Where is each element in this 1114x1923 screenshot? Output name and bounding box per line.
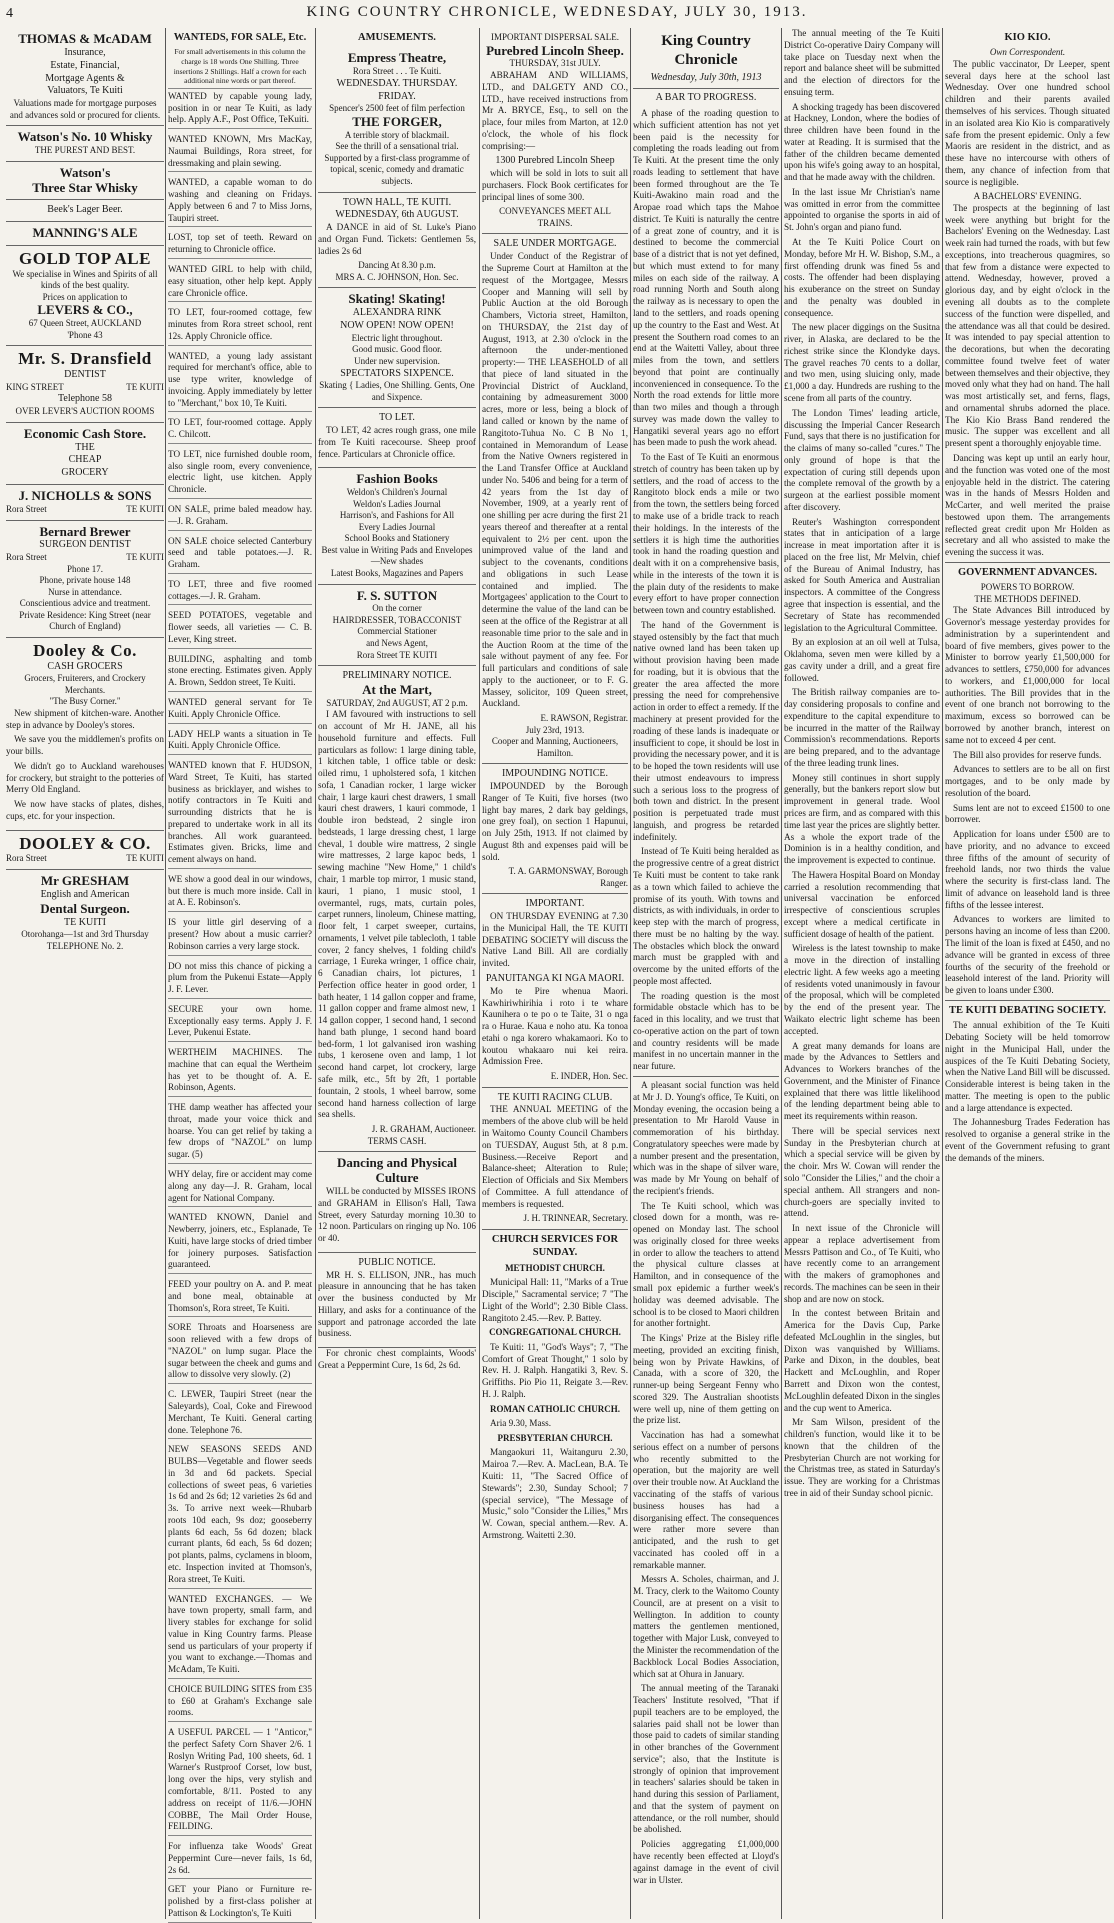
article-paragraph: In the last issue Mr Christian's name was omitted in error from the committee appointed to organise the sports in aid of St. John's organ and piano fund.	[784, 186, 940, 233]
ad-line: 1300 Purebred Lincoln Sheep	[495, 155, 615, 167]
ad-line: J. R. GRAHAM, Auctioneer.	[371, 1124, 476, 1135]
page-number: 4	[6, 6, 13, 21]
ad-line: E. RAWSON, Registrar.	[540, 713, 628, 724]
ad-heading: Purebred Lincoln Sheep.	[486, 42, 624, 58]
mart-sale-ad	[318, 666, 476, 1152]
church-name: ROMAN CATHOLIC CHURCH.	[489, 1403, 621, 1414]
ad-line: TE KUITI	[64, 916, 106, 928]
ad-heading: GOLD TOP ALE	[19, 249, 151, 269]
article-paragraph: Messrs A. Scholes, chairman, and J. M. Tracy, clerk to the Waitomo County Council, are at present on a visit to Wellington. In addition to county matters the gentlemen mentioned, together with Major Lusk, conveyed to the Minister the recommendation of the Backblock Local Bodies Association, which sat at Ohura in January.	[633, 1574, 779, 1679]
article-paragraph: The Johannesburg Trades Federation has resolved to organise a general strike in the event of the Government refusing to grant the demands of the miners.	[945, 1117, 1110, 1163]
article-paragraph: The new placer diggings on the Susitna river, in Alaska, are declared to be the richest strike since the Klondyke days. The gravel reaches 70 cents to a dollar, and two men, using sluicing only, made £1,000 a day. Hundreds are rushing to the scene from all parts of the country.	[784, 322, 940, 403]
classified-item: SORE Throats and Hoarseness are soon relieved with a few drops of "NAZOL" on lump sugar. Place the sugar between the cheek and gums and allow to dissolve very slowly. (2)	[168, 1320, 312, 1384]
article-paragraph: Mr Sam Wilson, president of the children's function, would like it to be known that the children of the Presbyterian Church are not working for the Christmas tree, as stated in Saturday's issue. They are working for a Christmas tree in aid of their Sunday school picnic.	[784, 1417, 940, 1498]
ad-line: Beek's Lager Beer.	[47, 204, 123, 216]
classified-item: C. LEWER, Taupiri Street (near the Saleyards), Coal, Coke and Firewood Merchant, Te Kuiti. General carting done. Telephone 76.	[168, 1387, 312, 1439]
section-heading: WANTEDS, FOR SALE, Etc.	[173, 32, 307, 43]
article-paragraph: Policies aggregating £1,000,000 have recently been effected at Lloyd's against damage in the event of civil war in Ulster.	[633, 1839, 779, 1885]
subheading: A BACHELORS' EVENING.	[973, 191, 1082, 202]
article-paragraph: The public vaccinator, Dr Leeper, spent several days here at the school last Wednesday. Over one hundred school children and their parents availed themselves of his services. Though situated in an isolated area Kio Kio is comparatively safe from the present epidemic. Only a few Maoris are resident in the district, and as these have no intercourse with others of them, any chance of infection from that source is negligible.	[945, 58, 1110, 187]
article-paragraph: The annual exhibition of the Te Kuiti Debating Society will be held tomorrow night in the Municipal Hall, under the auspices of the Te Kuiti Debating Society, when the Native Land Bill will be discussed. Considerable interest is being taken in the matter. The meeting is open to the public and a large attendance is expected.	[945, 1020, 1110, 1113]
article-paragraph: Money still continues in short supply generally, but the bankers report slow but improvement in general trade. Wool prices are firm, and as compared with this time last year the prices are slightly better. As a whole the export trade of the Dominion is in a healthy condition, and the improvement is expected to continue.	[784, 772, 940, 866]
ad-line: WEDNESDAY. THURSDAY. FRIDAY.	[336, 77, 458, 102]
church-paragraph: Mangaokuri 11, Waitanguru 2.30, Mairoa 7.—Rev. A. MacLean, B.A. Te Kuiti: 11, "The Sacred Office of Stewards"; 2.30, Sunday School; 7 (special service), "The Message of Music," solo "Consider the Lilies," Mrs W. Cowan, special anthem.—Rev. A. Armstrong. Waitetti 2.30.	[482, 1447, 628, 1540]
ad-line: Valuations made for mortgage purposes and advances sold or procured for clients.	[9, 98, 161, 120]
article-paragraph: In the contest between Britain and America for the Davis Cup, Parke defeated McLoughlin in the singles, but Dixon was vanquished by Williams. Parke and Dixon, in the doubles, beat Hackett and McLoughlin, and Roper Barrett and Dixon won the contest, McLoughlin defeated Dixon in the singles and the cup went to America.	[784, 1308, 940, 1413]
ad-line: CASH GROCERS	[47, 660, 123, 672]
divider	[945, 1000, 1110, 1001]
ad-line: Valuators, Te Kuiti	[47, 85, 123, 97]
ad-line: Prices on application to	[42, 291, 128, 302]
classified-item: WANTED known that F. HUDSON, Ward Street, Te Kuiti, has started business as bricklayer, and wishes to notify contractors in Te Kuiti and surrounding districts that he is prepared to undertake work in all its branches. All work guaranteed. Estimates given. Bricks, lime and cement always on hand.	[168, 758, 312, 869]
ad-line: Nurse in attendance.	[48, 586, 122, 597]
article-paragraph: Dancing was kept up until an early hour, and the function was voted one of the most enjoyable held in the district. The catering was in the hands of Messrs Holden and McCarter, and well merited the praise bestowed upon them. The arrangements reflected great credit upon Mr Holden as secretary and all who assisted to make the evening the success it was.	[945, 452, 1110, 558]
article-paragraph: To the East of Te Kuiti an enormous stretch of country has been taken up by settlers, and the road of access to the Rangitoto block ends a mile or two from the town, the settlers being forced to make use of a bridle track to reach their holdings. In the interests of the settlers it is high time the authorities took in hand the roading question and dealt with it on a comprehensive basis, while in the interests of the town it is the plain duty of the residents to make every effort to have proper connection between town and country established.	[633, 452, 779, 616]
ad-line: TELEPHONE No. 2.	[46, 940, 124, 951]
ad-line: Otorohanga—1st and 3rd Thursday	[21, 929, 149, 940]
article-paragraph: The British railway companies are to-day considering proposals to confine and expenditure to the capital expenditure to be incurred in the matter of the Railway Commission's recommendations. Reports are being prepared, and to the advantage of the three leading trunk lines.	[784, 687, 940, 768]
classified-item: LADY HELP wants a situation in Te Kuiti. Apply Chronicle Office.	[168, 727, 312, 756]
ad-address-row	[6, 504, 164, 516]
ad-paragraph: We now have stacks of plates, dishes, cups, etc. for your inspection.	[6, 799, 164, 822]
column-rule	[942, 28, 943, 1919]
article-paragraph: The State Advances Bill introduced by Governor's message yesterday provides for administration by a superintendent and board of five members, gives power to the Minister to borrow yearly £1,500,000 for advances to settlers, £750,000 for advances to workers, and £1,000,000 for local authorities. The Bill provides that in the event of one branch not borrowing to the maximum, excess so borrowed can be borrowed by another branch, interest on same not to exceed 4 per cent.	[945, 605, 1110, 745]
classified-item: IS your little girl deserving of a present? How about a music carrier? Robinson carries a very large stock.	[168, 915, 312, 955]
article-paragraph: The annual meeting of the Taranaki Teachers' Institute resolved, "That if pupil teachers are to be employed, the salaries paid shall not be lower than those paid to cadets of similar standing in other branches of the Government service"; also, that the Institute is strongly of opinion that improvement in teachers' salaries should be taken in hand during this session of Parliament, and that the system of payment on attendance, or the roll number, should be abolished.	[633, 1683, 779, 1835]
article-paragraph: Instead of Te Kuiti being heralded as the progressive centre of a great district Te Kuiti must be content to take rank as a town which failed to achieve the promise of its youth. With towns and districts, as with individuals, in order to keep step with the march of progress, there must be no halting by the way. The obstacles which block the onward march must be grappled with and overcome by the united efforts of the people most affected.	[633, 846, 779, 986]
ad-line: Rora Street	[6, 853, 47, 864]
classified-item: SECURE your own home. Exceptionally easy terms. Apply J. F. Lever, Pukenui Estate.	[168, 1002, 312, 1042]
section-heading: GOVERNMENT ADVANCES.	[957, 566, 1098, 578]
skating-rink-ad	[318, 288, 476, 408]
ad-paragraph: I AM favoured with instructions to sell on account of Mr H. JANE, all his household furniture and effects. Full particulars as follow: 1 large dining table, 1 kitchen table, 1 office table or desk: oiled rimu, 1 upholstered sofa, 1 kitchen sofa, 1 Canadian rocker, 1 large wicker chair, 1 large kauri chest drawers, 1 small kauri chest drawers, 1 kauri commode, 1 double iron bedstead, 2 single iron bedsteads, 1 large dressing chest, 1 large cheval, 1 double wire mattress, 2 single wire mattresses, 2 large kapoc beds, 1 sewing machine "New Home," 1 child's chair, 1 marble top mirror, 1 music stand, kauri, 1 piano, 1 music stool, 1 overmantel, rugs, mats, curtain poles, carpet runners, linoleum, Chinese matting, floor felt, 1 carpet sweeper, curtains, ornaments, 1 velvet pile tablecloth, 1 table cover, 2 fancy shelves, 1 folding child's carriage, 1 Eureka wringer, 1 office chair, 6 Canadian chairs, lot pictures, 1 Perfection office heater in good order, 1 bath heater, 1 14 gallon copper and frame, 11 gallon copper and frame almost new, 1 14 gallon copper, 1 second hand, 1 second hand bath plunge, 1 second hand board bed-form, 1 lot galvanised iron washing tubs, 1 kerosene oven and lamp, 1 lot second hand carpet, lot crockery, large safe milk, etc., 5ft by 2ft, 1 portable fountain, 2 stools, 1 wheel barrow, some second hand harness collection of large sea shells.	[318, 709, 476, 1120]
section-heading: TE KUITI DEBATING SOCIETY.	[949, 1004, 1106, 1016]
article-paragraph: In next issue of the Chronicle will appear a replace advertisement from Messrs Pattison and Co., of Te Kuiti, who have recently come to an arrangement with the makers of gramophones and records. The machines can be seen in their shop and are now on stock.	[784, 1223, 940, 1304]
ad-heading: DOOLEY & CO.	[19, 833, 151, 853]
article-paragraph: The Kings' Prize at the Bisley rifle meeting, provided an exciting finish, being won by Private Hawkins, of Canada, with a score of 320, the runner-up being Sergeant Fenny who scored 329. The Australian shootists were well up, nine of them getting on the prize list.	[633, 1333, 779, 1426]
article-paragraph: A great many demands for loans are made by the Advances to Settlers and Advances to Workers branches of the Government, and the Minister of Finance explained that there was little likelihood of the lending department being able to meet its requirements within reason.	[784, 1040, 940, 1122]
ad-line: Phone 17.	[67, 563, 103, 574]
ad-line: Conscientious advice and treatment.	[19, 598, 151, 609]
church-name: METHODIST CHURCH.	[505, 1262, 605, 1273]
classified-item: CHOICE BUILDING SITES from £35 to £60 at Graham's Exchange sale rooms.	[168, 1682, 312, 1722]
ad-paragraph: Mo te Pire whenua Maori. Kawhiriwhirihia i roto i te whare Kaunihera o te po o te Taite, 31 o nga ra o Hurae. Kaua e noho atu. Ka tonoa etahi o nga korero whakamaori. Ko to koutou whakaaro nui kei reira. Admission Free.	[482, 985, 628, 1067]
ad-paragraph: We save you the middlemen's profits on your bills.	[6, 734, 164, 757]
ad-line: Under new supervision.	[354, 356, 440, 366]
article-paragraph: There will be special services next Sunday in the Presbyterian church at which a special service will be given by the choir. Mrs W. Cowan will render the solo "Consider the Lilies," and the choir a special anthem. All strangers and non-church-goers are specially invited to attend.	[784, 1125, 940, 1219]
column-4-notices	[482, 28, 628, 1919]
ad-line: THE PUREST AND BEST.	[34, 145, 136, 156]
article-paragraph: Wireless is the latest township to make a move in the direction of installing electric light. A few weeks ago a meeting of residents voted unanimously in favour of the proposal, which will be completed by the end of the present year. The Waikato electric light scheme has been accepted.	[784, 943, 940, 1036]
subheading: THE METHODS DEFINED.	[974, 593, 1081, 604]
ad-paragraph: A DANCE in aid of St. Luke's Piano and Organ Fund. Tickets: Gentlemen 5s, ladies 2s 6d	[318, 222, 476, 256]
article-paragraph: Reuter's Washington correspondent states that in anticipation of a large increase in meat importation after it is placed on the free list, Mr Melvin, chief of the Bureau of Animal Industry, has asked for South America and Australian inspectors. A committee of the Congress agree that inspection is essential, and the Secretary of State has recommended legislation to the Agricultural Committee.	[784, 516, 940, 633]
article-paragraph: Vaccination has had a somewhat serious effect on a number of persons who recently submitted to the operation, but the majority are well over their trouble now. At Auckland the vaccinating of the staffs of various business houses has had a disorganising effect. The consequences were rather more severe than anticipated, and the rush to get vaccinated has cooled off in a remarkable manner.	[633, 1430, 779, 1570]
classified-item: GET your Piano or Furniture re-polished by a first-class polisher at Pattison & Lockington's, Te Kuiti	[168, 1882, 312, 1922]
gresham-ad	[6, 870, 164, 957]
ad-line: Rora Street	[6, 552, 47, 563]
ad-heading: LEVERS & CO.,	[37, 302, 133, 318]
column-2-classifieds	[168, 28, 312, 1919]
ad-line: Estate, Financial,	[50, 59, 120, 71]
section-heading: KIO KIO.	[1004, 32, 1051, 43]
ad-paragraph: We didn't go to Auckland warehouses for crockery, but straight to the potteries of Merry Old England.	[6, 760, 164, 795]
ad-line: Telephone 58	[57, 393, 112, 405]
ad-line: Rora Street	[6, 504, 47, 514]
ad-paragraph: THE ANNUAL MEETING of the members of the above club will be held in Waitomo County Council Chambers on TUESDAY, August 5th, at 8 p.m. Business.—Receive Report and Balance-sheet; Alteration to Rule; Election of Officials and Six Members of Committee. A full attendance of members is requested.	[482, 1104, 628, 1209]
ad-paragraph: IMPOUNDED by the Borough Ranger of Te Kuiti, five horses (two light bay mares, 2 dark bay geldings, one grey foal), on section 1 Hapunui, on July 25th, 1913. If not claimed by August 8th and expenses paid will be sold.	[482, 780, 628, 862]
article-paragraph: By an explosion at an oil well at Tulsa, Oklahoma, seven men were killed by a gas cavity under a drill, and a great fire followed.	[784, 637, 940, 683]
ad-paragraph: Under Conduct of the Registrar of the Supreme Court at Hamilton at the request of the Mortgagee, Messrs Cooper and Manning will sell by Public Auction at the old Borough Chambers, Victoria street, Hamilton, on THURSDAY, the 21st day of August, 1913, at 2.30 o'clock in the afternoon the under-mentioned property:— THE LEASEHOLD of all that piece of land situated in the Provincial District of Auckland, containing by admeasurement 3000 acres, more or less, being a block of land called or known by the name of Rangitoto-Tuhua No. C B No 1, contained in Memorandum of Lease from the Native Owners registered in the Land Transfer Office at Auckland under No. 5406 and being for a term of 42 years from the 1st day of November, 1909, at a yearly rent of one shilling per acre during the first 21 years thereof and thereafter at a rental equivalent to 2½ per cent. upon the unimproved value of the land and subject to the covenants, conditions and obligations in such Lease contained and implied. The Mortgagees' application to the Court to determine the value of the land can be seen at the office of the Registrar at all reasonable time prior to the sale and in the Auction Room at the time of the sale without payment of any fee. For full particulars and conditions of sale apply to the auctioneer, or to F. G. Massey, solicitor, 109 Queen street, Auckland.	[482, 251, 628, 709]
column-1-advertisements	[6, 28, 164, 1919]
article-paragraph: The Hawera Hospital Board on Monday carried a resolution recommending that universal vaccination be enforced irrespective of conscientious scruples except where a medical certificate in sufficient dosage of health of the patient.	[784, 869, 940, 939]
ad-paragraph: WILL be conducted by MISSES IRONS and GRAHAM in Ellison's Hall, Tawa Street, every Saturday morning 10.30 to 12 noon. Particulars on ringing up No. 106 or 40.	[318, 1185, 476, 1244]
mannings-ad	[6, 222, 164, 246]
ad-heading: F. S. SUTTON	[356, 587, 438, 603]
column-3-amusements	[318, 28, 476, 1919]
ad-line: IMPORTANT.	[525, 898, 585, 910]
ad-line: PUBLIC NOTICE.	[358, 1256, 436, 1268]
ad-line: Private Residence: King Street (near Church of England)	[19, 609, 151, 632]
classified-item: TO LET, nice furnished double room, also single room, every convenience, electric light, use kitchen. Apply Chronicle.	[168, 447, 312, 499]
ad-line: Weldon's Children's Journal	[346, 487, 448, 498]
column-rule	[781, 28, 782, 1919]
ad-heading: THOMAS & McADAM	[18, 31, 152, 46]
ad-line: T. A. GARMONSWAY, Borough Ranger.	[508, 866, 628, 888]
ad-line: Supported by a first-class programme of topical, scenic, comedy and dramatic subjects.	[324, 152, 470, 186]
ad-line: PANUITANGA KI NGA MAORI.	[485, 972, 625, 984]
classified-item: WANTED EXCHANGES. — We have town property, small farm, and livery stables for exchange for solid value in King Country farms. Please send us particulars of your property if you want to exchange.—Thomas and McAdam, Te Kuiti.	[168, 1592, 312, 1679]
classified-item: A USEFUL PARCEL — 1 "Anticor," the perfect Safety Corn Shaver 2/6. 1 Roslyn Writing Pad, 100 sheets, 6d. 1 Warner's Rustproof Corset, low bust, long over the hips, very stylish and comfortable, 8/11. Posted to any address on receipt of 11/6.—JOHN COBBE, The Mail Order House, FEILDING.	[168, 1725, 312, 1836]
ad-line: Cooper and Manning, Auctioneers, Hamilton.	[491, 736, 619, 758]
ad-heading: Skating! Skating!	[348, 291, 446, 307]
article-paragraph: Advances to workers are limited to persons having an income of less than £200. The limit of the loan is fixed at £450, and no advance will be granted in excess of three fourths of the security of the freehold or leasehold interest of the land. Priority will be given to loans under £300.	[945, 914, 1110, 996]
subheading: POWERS TO BORROW.	[980, 582, 1075, 593]
ad-line: CHEAP	[68, 454, 102, 466]
church-paragraph: Municipal Hall: 11, "Marks of a True Disciple," Sacramental service; 7 "The Light of the World"; 2.30 Bible Class. Rangitoto 2.45.—Rev. P. Battey.	[482, 1277, 628, 1323]
ad-line: Skating { Ladies, One Shilling. Gents, One and Sixpence.	[319, 380, 475, 402]
economic-cash-store-ad	[6, 423, 164, 485]
ad-line: SURGEON DENTIST	[39, 539, 131, 551]
beeks-ad	[6, 200, 164, 222]
ad-paragraph: New shipment of kitchen-ware. Another step in advance by Dooley's stores.	[6, 707, 164, 730]
classified-item: DO not miss this chance of picking a plum from the Pukenui Estate—Apply J. F. Lever.	[168, 959, 312, 999]
article-paragraph: The Bill also provides for reserve funds.	[953, 749, 1102, 760]
ad-line: Grocers, Fruiterers, and Crockery Merchants.	[24, 673, 146, 695]
classified-list	[168, 89, 312, 1923]
ad-line: Electric light throughout.	[351, 332, 443, 343]
article-paragraph: The annual meeting of the Te Kuiti District Co-operative Dairy Company will take place on Tuesday next when the report and balance sheet will be submitted and the election of directors for the ensuing term.	[784, 28, 940, 97]
ad-line: SPECTATORS SIXPENCE.	[340, 367, 454, 379]
to-let-ad	[318, 408, 476, 468]
ad-line: E. INDER, Hon. Sec.	[550, 1071, 628, 1082]
newspaper-title: KING COUNTRY CHRONICLE, WEDNESDAY, JULY 30, 1913.	[306, 4, 808, 20]
ad-line: Every Ladies Journal	[358, 521, 436, 532]
church-paragraph: Te Kuiti: 11, "God's Ways"; 7, "The Comfort of Great Thought," 1 solo by Rev. H. J. Ralph. Hangatiki 3, Rev. S. Griffiths. Pio Pio 11, Reigate 3.—Rev. H. J. Ralph.	[482, 1341, 628, 1399]
ad-line: Good music. Good floor.	[352, 344, 442, 355]
classified-item: TO LET, three and five roomed cottages.—J. R. Graham.	[168, 577, 312, 606]
thomas-mcadam-ad	[6, 28, 164, 126]
article-paragraph: The prospects at the beginning of last week were anything but bright for the Bachelors' Evening on the Wednesday. Last week rain had turned the roads, with but few exceptions, into treacherous quagmires, so that few from a distance were expected to attend. Wednesday, however, proved a glorious day, and by eight o'clock in the evening all doubts as to the complete success of the function were dispelled, and the attendance was all that could be desired. It was intended to pay special attention to the decorations, but when the decorating committee found twelve feet of water between themselves and their objective, they moved only what they had on hand. The hall was most artistically set, and ferns, flags, and ornamental shrubs adorned the place. The Kio Kio Brass Band rendered the music. The supper was excellent and all present spent a thoroughly enjoyable time.	[945, 202, 1110, 449]
ad-line: ALEXANDRA RINK	[352, 307, 442, 319]
ad-line: SATURDAY, 2nd AUGUST, AT 2 p.m.	[326, 697, 468, 708]
article-paragraph: Advances to settlers are to be all on first mortgages, and to be only made by resolution of the board.	[945, 764, 1110, 798]
article-paragraph: A shocking tragedy has been discovered at Hackney, London, where the bodies of three children have been found in the water at Reading. It is surmised that the father of the children became demented upon his wife's going away to an hospital, and that he made away with the children.	[784, 101, 940, 183]
ad-line: THE	[75, 441, 95, 453]
classified-item: WE show a good deal in our windows, but there is much more inside. Call in at A. E. Robinson's.	[168, 872, 312, 912]
article-paragraph: Application for loans under £500 are to have priority, and no advance to exceed three fifths of the amount of security of freehold lands, nor two thirds the value where the security is first-class land. The limit of advance on leasehold land is three fifths of the lessee interest.	[945, 829, 1110, 910]
editorial-headline: A BAR TO PROGRESS.	[655, 92, 757, 104]
mortgage-sale	[482, 234, 628, 764]
ad-line: Weldon's Ladies Journal	[353, 498, 441, 509]
ad-paragraph: For chronic chest complaints, Woods' Great a Peppermint Cure, 1s 6d, 2s 6d.	[318, 1348, 476, 1370]
ad-line: SALE UNDER MORTGAGE.	[493, 238, 617, 250]
classified-item: WANTED KNOWN, Mrs MacKay, Naumai Buildings, Rora street, for dressmaking and plain sewing.	[168, 132, 312, 172]
ad-line: Rora Street TE KUITI	[356, 649, 438, 660]
dancing-culture-ad	[318, 1152, 476, 1253]
ad-line: Commercial Stationer	[357, 626, 437, 637]
ad-heading: Mr. S. Dransfield	[18, 349, 152, 369]
ad-line: We specialise in Wines and Spirits of all kinds of the best quality.	[12, 268, 158, 291]
classified-rates-note: For small advertisements in this column the charge is 18 words One Shilling. Three insertions 2 Shillings. Half a crown for each additional nine words or part thereof.	[168, 47, 312, 88]
article-paragraph: A pleasant social function was held at Mr J. D. Young's office, Te Kuiti, on Monday evening, the occasion being a presentation to Mr Harold Vause in commemoration of his birthday. Congratulatory speeches were made by a number present and the presentation, which was in the shape of silver ware, was made by Mr Young on behalf of the recipient's friends.	[633, 1079, 779, 1196]
article-paragraph: A phase of the roading question to which sufficient attention has not yet been paid is the necessity for completing the roads leading out from Te Kuiti. At the present time the only roads leading to settlement that have been formed throughout are the Te Kuiti-Awakino main road and the Aropae road which taps the Mahoe district. Te Kuiti is naturally the centre of a great zone of country, and it is destined to become the commercial base of a district that is not yet defined, but which must extend to for many miles on each side of the railway. A road running North and South along the railway as is necessary to open the land to the settlers, and roads opening up the country to the East and West. At present the Southern road comes to an end at the Waitetti Valley, about three miles from the town, and settlers beyond that point are continually inconvenienced in consequence. To the North the road extends for little more than two miles and though a through survey was made down the valley to Hangatiki several years ago no effort has been made to push the work ahead.	[633, 107, 779, 448]
ad-line: TE KUITI	[126, 504, 164, 514]
ad-heading: Watson's No. 10 Whisky	[17, 129, 153, 145]
ad-line: 67 Queen Street, AUCKLAND	[28, 318, 142, 329]
editorial-date: Wednesday, July 30th, 1913	[650, 72, 762, 84]
classified-item: THE damp weather has affected your throat, made your voice thick and hoarse. You can get relief by taking a few drops of "NAZOL" on lump sugar. (5)	[168, 1100, 312, 1164]
ad-line: Rora Street . . . Te Kuiti.	[352, 66, 442, 77]
dooley-co-ad	[6, 831, 164, 870]
classified-item: WANTED KNOWN, Daniel and Newberry, joiners, etc., Esplanade, Te Kuiti, have large stocks of dried timber for joinery purposes. Satisfaction guaranteed.	[168, 1210, 312, 1274]
ad-line: WEDNESDAY, 6th AUGUST.	[335, 209, 459, 221]
debating-notice	[482, 894, 628, 1087]
ad-heading: Economic Cash Store.	[23, 425, 147, 441]
ad-line: Harrison's, and Fashions for All	[339, 510, 455, 521]
nicholls-ad	[6, 485, 164, 520]
ad-heading: Dental Surgeon.	[40, 900, 130, 916]
classified-item: WANTED, a young lady assistant required for merchant's office, able to use type writer, knowledge of invoicing. Apply immediately by letter to "Merchant," box 10, Te Kuiti.	[168, 349, 312, 413]
ad-heading: MANNING'S ALE	[32, 225, 138, 241]
article-paragraph: Sums lent are not to exceed £1500 to one borrower.	[945, 802, 1110, 825]
ad-heading: Dancing and Physical Culture	[337, 1155, 457, 1186]
ad-line: Latest Books, Magazines and Papers	[330, 567, 464, 578]
ad-line: IMPORTANT DISPERSAL SALE.	[490, 32, 619, 42]
classified-item: TO LET, four-roomed cottage, few minutes from Rora street school, rent 12s. Apply Chronicle office.	[168, 305, 312, 345]
ad-heading: Bernard Brewer	[39, 523, 131, 539]
ad-address-row	[6, 552, 164, 564]
ad-line: KING STREET	[6, 381, 64, 392]
ad-line: Insurance,	[64, 46, 106, 58]
editorial-masthead: King Country Chronicle	[661, 33, 751, 69]
empress-theatre-ad	[318, 47, 476, 192]
divider	[633, 88, 779, 89]
ad-line: DENTIST	[64, 369, 106, 381]
ad-address-row	[6, 382, 164, 394]
column-rule	[479, 28, 480, 1919]
levers-ad	[6, 246, 164, 346]
ad-line: July 23rd, 1913.	[525, 724, 585, 735]
ad-line: HAIRDRESSER, TOBACCONIST	[332, 614, 462, 625]
divider	[945, 562, 1110, 563]
ad-heading: Fashion Books	[356, 471, 438, 487]
ad-line: TE KUITI	[126, 552, 164, 563]
ad-heading: J. NICHOLLS & SONS	[18, 488, 152, 504]
dooley-ad	[6, 638, 164, 831]
ad-heading: Three Star Whisky	[32, 179, 138, 195]
column-rule	[315, 28, 316, 1919]
column-6-news	[784, 28, 940, 1919]
town-hall-dance-ad	[318, 193, 476, 289]
byline: Own Correspondent.	[989, 47, 1066, 58]
classified-item: TO LET, four-roomed cottage. Apply C. Chilcott.	[168, 415, 312, 444]
ad-heading: THE FORGER,	[352, 114, 442, 129]
ad-line: TO LET.	[379, 412, 415, 424]
ad-address-row	[6, 853, 164, 865]
ad-line: TERMS CASH.	[367, 1135, 427, 1146]
classified-item: LOST, top set of teeth. Reward on returning to Chronicle office.	[168, 230, 312, 259]
ad-line: IMPOUNDING NOTICE.	[501, 768, 609, 780]
ad-paragraph: TO LET, 42 acres rough grass, one mile from Te Kuiti racecourse. Sheep proof fence. Particulars at Chronicle office.	[318, 425, 476, 459]
ad-line: THURSDAY, 31st JULY.	[509, 58, 601, 69]
column-rule	[630, 28, 631, 1919]
divider	[633, 1076, 779, 1077]
ad-heading: Watson's	[59, 164, 111, 180]
ad-line: Mortgage Agents &	[45, 72, 125, 84]
classified-item: WANTED general servant for Te Kuiti. Apply Chronicle Office.	[168, 695, 312, 724]
classified-item: WERTHEIM MACHINES. The machine that can equal the Wertheim has yet to be thought of. A. E. Robinson, Agents.	[168, 1045, 312, 1097]
ad-heading: At the Mart,	[362, 681, 432, 697]
classified-item: FEED your poultry on A. and P. meat and bone meal, obtainable at Thomson's, Rora street, Te Kuiti.	[168, 1277, 312, 1317]
classified-item: WANTED by capable young lady, position in or near Te Kuiti, as lady help. Apply A.F., Post Office, TeKuiti.	[168, 89, 312, 129]
classified-item: ON SALE choice selected Canterbury seed and table potatoes.—J. R. Graham.	[168, 534, 312, 574]
ad-heading: Dooley & Co.	[33, 640, 137, 660]
impounding-notice	[482, 764, 628, 894]
watsons-ad	[6, 126, 164, 161]
ad-line: TOWN HALL, TE KUITI.	[342, 196, 452, 208]
ad-line: and News Agent,	[366, 637, 428, 648]
ad-line: PRELIMINARY NOTICE.	[342, 670, 452, 682]
ad-line: See the thrill of a sensational trial.	[335, 141, 459, 152]
church-services	[482, 1233, 628, 1542]
ad-heading: Mr GRESHAM	[40, 872, 130, 888]
article-paragraph: At the Te Kuiti Police Court on Monday, before Mr H. W. Bishop, S.M., a first offending drunk was fined 5s and costs. The offender had been displaying his exuberance on the street on Sunday and the penalty was doubled in consequence.	[784, 237, 940, 318]
three-star-ad	[6, 162, 164, 201]
article-paragraph: The London Times' leading article, discussing the Imperial Cancer Research Fund, says that there is no justification for the claims of many so-called "cures." The only ground of hope is that the expectation of curing still depends upon the complete removal of the growth by a surgeon at the earliest possible moment after discovery.	[784, 407, 940, 512]
racing-club-notice	[482, 1088, 628, 1230]
ad-line: English and American	[40, 888, 130, 900]
classified-item: BUILDING, asphalting and tomb stone erecting. Estimates given. Apply A. Brown, Seddon street, Te Kuiti.	[168, 652, 312, 692]
ad-line: NOW OPEN! NOW OPEN!	[340, 320, 454, 332]
ad-line: School Books and Stationery	[344, 533, 450, 544]
lincoln-sheep-sale	[482, 28, 628, 234]
ad-line: "The Busy Corner."	[49, 696, 121, 707]
ad-paragraph: which will be sold in lots to suit all purchasers. Flock Book certificates for principal lines of some 300.	[482, 168, 628, 202]
classified-item: WANTED GIRL to help with child, easy situation, other help kept. Apply care Chronicle office.	[168, 262, 312, 302]
column-5-editorial	[633, 28, 779, 1919]
classified-item: NEW SEASONS SEEDS AND BULBS—Vegetable and flower seeds in 3d and 6d packets. Special collections of sweet peas, 6 varieties 1s 6d and 2s 6d; 12 varieties 2s 6d and 3s. To arrive next week—Rhubarb roots 10d each, 9s doz; gooseberry plants 6d each, 5s 6d dozen; black currant plants, 6d each, 5s 6d dozen; pot plants, palms, cyclamens in bloom, etc. Inspection invited at Thomson's, Rora street, Te Kuiti.	[168, 1442, 312, 1588]
article-paragraph: The Te Kuiti school, which was closed down for a month, was re-opened on Monday last. The school was originally closed for three weeks in order to allow the teachers to attend the physical culture classes at Hamilton, and in consequence of the small pox epidemic a further week's holiday was deemed advisable. The school is to be closed to Maori children for another fortnight.	[633, 1200, 779, 1329]
article-paragraph: The roading question is the most formidable obstacle which has to be faced in this locality, and we trust that co-operative action on the part of town and country residents will be made manifest in no uncertain manner in the near future.	[633, 990, 779, 1072]
church-name: PRESBYTERIAN CHURCH.	[497, 1432, 613, 1443]
ad-line: CONVEYANCES MEET ALL TRAINS.	[499, 206, 611, 228]
ad-paragraph: ABRAHAM AND WILLIAMS, LTD., and DALGETY AND CO., LTD., have received instructions from Mr A. BRYCE, Esq., to sell on the place, four miles from Marton, at 12.0 o'clock, the whole of his flock comprising:—	[482, 69, 628, 151]
ad-line: 'Phone 43	[67, 329, 103, 340]
ad-line: GROCERY	[61, 467, 109, 479]
section-heading: CHURCH SERVICES FOR SUNDAY.	[491, 1233, 619, 1259]
masthead	[0, 0, 1114, 24]
column-7-news	[945, 28, 1110, 1919]
ad-heading: Empress Theatre,	[347, 50, 447, 66]
section-heading: AMUSEMENTS.	[358, 32, 436, 43]
ad-line: Dancing At 8.30 p.m.	[358, 260, 436, 271]
ad-line: TE KUITI	[126, 853, 164, 864]
ad-line: Phone, private house 148	[39, 575, 131, 586]
column-rule	[165, 28, 166, 1919]
ad-line: Spencer's 2500 feet of film perfection	[329, 103, 465, 114]
classified-item: WANTED, a capable woman to do washing and cleaning on Fridays. Apply between 6 and 7 to Miss Jorns, Taupiri street.	[168, 175, 312, 227]
ad-line: TE KUITI RACING CLUB.	[497, 1091, 613, 1103]
sutton-ad	[318, 585, 476, 667]
fashion-books-ad	[318, 468, 476, 584]
brewer-ad	[6, 521, 164, 638]
church-paragraph: Aria 9.30, Mass.	[490, 1418, 551, 1429]
article-paragraph: The hand of the Government is stayed ostensibly by the fact that much native owned land has been taken up without provision having been made for roading, but it is obvious that the greater the area affected the more pressing the need for comprehensive action in order to effect a remedy. If the machinery at present provided for the roading of these lands is inadequate or insufficient to cope, it should be lost in providing the necessary power, and it is to be hoped the town residents will use their utmost endeavours to impress such a serious loss to the progress of both town and district. In the present position is perpetuated trade must languish, and progress be retarded indefinitely.	[633, 619, 779, 842]
ad-line: J. H. TRINNEAR, Secretary.	[523, 1213, 628, 1224]
ad-line: A terrible story of blackmail.	[344, 129, 450, 140]
church-name: CONGREGATIONAL CHURCH.	[489, 1327, 621, 1338]
ad-paragraph: ON THURSDAY EVENING at 7.30 in the Municipal Hall, the TE KUITI DEBATING SOCIETY will discuss the Native Land Bill. All are cordially invited.	[482, 911, 628, 969]
ad-paragraph: MR H. S. ELLISON, JNR., has much pleasure in announcing that he has taken over the business conducted by Mr Hillary, and asks for a continuance of the support and patronage accorded the late business.	[318, 1269, 476, 1339]
dransfield-ad	[6, 346, 164, 422]
public-notice-ad	[318, 1253, 476, 1348]
ad-line: TE KUITI	[126, 381, 164, 392]
ad-line: On the corner	[372, 603, 422, 614]
ad-line: OVER LEVER'S AUCTION ROOMS	[15, 406, 155, 417]
classified-item: For influenza take Woods' Great Peppermint Cure—never fails, 1s 6d, 2s 6d.	[168, 1839, 312, 1879]
ad-line: Best value in Writing Pads and Envelopes—New shades	[321, 544, 473, 567]
classified-item: ON SALE, prime baled meadow hay. —J. R. Graham.	[168, 502, 312, 531]
ad-line: MRS A. C. JOHNSON, Hon. Sec.	[335, 271, 459, 282]
classified-item: SEED POTATOES, vegetable and flower seeds, all varieties — C. B. Lever, King street.	[168, 608, 312, 648]
classified-item: WHY delay, fire or accident may come along any day—J. R. Graham, local agent for National Company.	[168, 1167, 312, 1207]
